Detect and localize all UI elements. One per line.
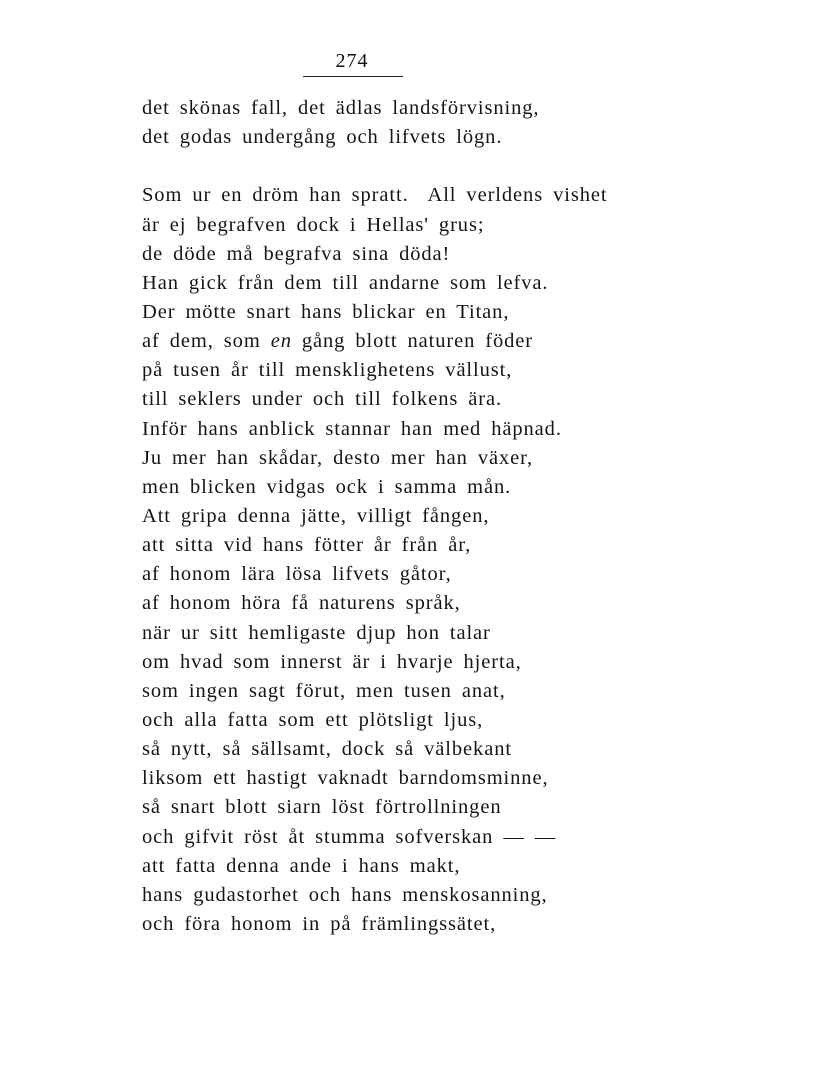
- poem-line: till seklers under och till folkens ära.: [142, 388, 503, 411]
- poem-line: och föra honom in på främlingssätet,: [142, 912, 497, 935]
- stanza-break: [142, 152, 742, 181]
- poem-line: när ur sitt hemligaste djup hon talar: [142, 621, 491, 644]
- poem-line: af honom höra få naturens språk,: [142, 592, 461, 615]
- poem-line: så snart blott siarn löst förtrollningen: [142, 796, 502, 819]
- poem-line: af honom lära lösa lifvets gåtor,: [142, 563, 452, 586]
- poem-line: som ingen sagt förut, men tusen anat,: [142, 679, 506, 702]
- poem-line: att fatta denna ande i hans makt,: [142, 854, 461, 877]
- poem-line: det godas undergång och lifvets lögn.: [142, 126, 503, 149]
- poem-line: så nytt, så sällsamt, dock så välbekant: [142, 738, 512, 761]
- poem-line: att sitta vid hans fötter år från år,: [142, 534, 472, 557]
- poem-line: på tusen år till mensklighetens vällust,: [142, 359, 513, 382]
- page-number: 274: [335, 50, 369, 72]
- poem-line: Att gripa denna jätte, villigt fången,: [142, 504, 490, 527]
- poem-line: men blicken vidgas ock i samma mån.: [142, 475, 512, 498]
- poem-line: är ej begrafven dock i Hellas' grus;: [142, 213, 485, 236]
- poem-line: och alla fatta som ett plötsligt ljus,: [142, 708, 484, 731]
- poem-line: Ju mer han skådar, desto mer han växer,: [142, 446, 534, 469]
- poem-text: [142, 94, 742, 939]
- poem-line: [142, 327, 742, 356]
- poem-line: Inför hans anblick stannar han med häpnad.: [142, 417, 562, 440]
- poem-line: Som ur en dröm han spratt. All verldens vishet: [142, 184, 608, 207]
- poem-line: liksom ett hastigt vaknadt barndomsminne,: [142, 767, 549, 790]
- poem-line: om hvad som innerst är i hvarje hjerta,: [142, 650, 522, 673]
- poem-line: de döde må begrafva sina döda!: [142, 242, 451, 265]
- poem-line: det skönas fall, det ädlas landsförvisning,: [142, 97, 540, 119]
- poem-line: Der mötte snart hans blickar en Titan,: [142, 300, 510, 323]
- poem-line: och gifvit röst åt stumma sofverskan — —: [142, 825, 557, 848]
- italic-emphasis: en: [270, 330, 292, 353]
- header-rule: [303, 76, 403, 77]
- poem-line: Han gick från dem till andarne som lefva.: [142, 271, 549, 294]
- poem-line: hans gudastorhet och hans menskosanning,: [142, 883, 548, 906]
- line-text-before: af dem, som: [142, 330, 271, 353]
- line-text-after: gång blott naturen föder: [291, 330, 534, 353]
